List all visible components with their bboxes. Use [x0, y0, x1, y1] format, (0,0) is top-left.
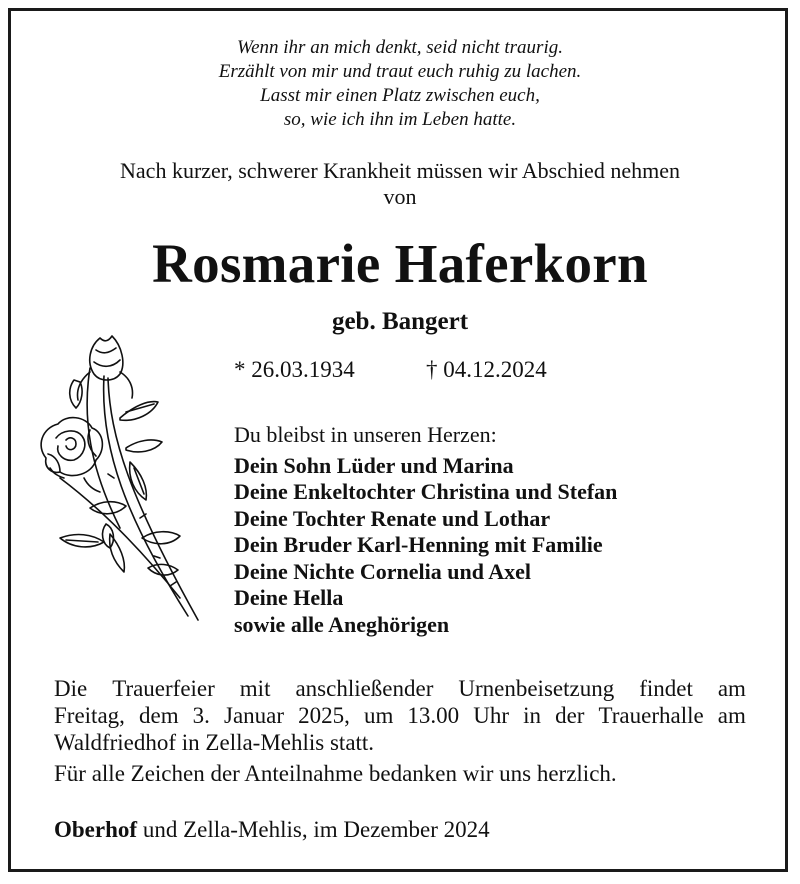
funeral-word: findet: [639, 676, 693, 701]
maiden-name: geb. Bangert: [331, 308, 469, 335]
funeral-word: in: [523, 703, 541, 728]
funeral-line: [54, 675, 746, 702]
funeral-word: anschließender: [295, 676, 434, 701]
funeral-word: am: [717, 703, 746, 728]
funeral-word: um: [363, 703, 394, 728]
birth-date: * 26.03.1934: [234, 357, 355, 382]
poem-line: Wenn ihr an mich denkt, seid nicht traurig.: [237, 37, 563, 58]
mourner-name: Deine Tochter Renate und Lothar: [234, 505, 551, 531]
closing-rest: und Zella-Mehlis, im Dezember 2024: [137, 817, 490, 842]
deceased-name: Rosmarie Haferkorn: [152, 233, 648, 294]
mourner-name: Deine Nichte Cornelia und Axel: [234, 558, 531, 584]
intro-line: Nach kurzer, schwerer Krankheit müssen wir Abschied nehmen: [120, 158, 680, 183]
funeral-word: 2025,: [298, 703, 350, 728]
funeral-word: mit: [239, 676, 271, 701]
mourners-list: [234, 453, 617, 639]
mourner-name: Dein Bruder Karl-Henning mit Familie: [234, 532, 603, 557]
funeral-word: der: [555, 703, 585, 728]
funeral-word: Freitag,: [54, 703, 125, 728]
thanks-text: Für alle Zeichen der Anteilnahme bedanken wir uns herzlich.: [54, 761, 617, 786]
mourners-block: [234, 422, 617, 638]
closing-place: Oberhof: [54, 817, 138, 842]
funeral-word: am: [717, 676, 746, 701]
funeral-word: 3.: [192, 703, 210, 728]
rose-icon: [30, 328, 220, 628]
intro-line: von: [383, 184, 417, 209]
mourner-name: Deine Enkeltochter Christina und Stefan: [234, 479, 618, 504]
poem-line: Erzählt von mir und traut euch ruhig zu lachen.: [218, 61, 582, 82]
mourner-name: Deine Hella: [234, 585, 344, 610]
mourner-name: sowie alle Aneghörigen: [234, 611, 450, 637]
intro-text: [0, 158, 800, 210]
funeral-word: dem: [138, 703, 179, 728]
death-date: † 04.12.2024: [426, 357, 547, 382]
poem: [0, 36, 800, 132]
funeral-line: [54, 702, 746, 729]
funeral-word: Die: [54, 676, 88, 701]
mourners-lead: Du bleibst in unseren Herzen:: [234, 422, 497, 447]
funeral-line: Waldfriedhof in Zella-Mehlis statt.: [54, 730, 375, 755]
poem-line: Lasst mir einen Platz zwischen euch,: [260, 85, 540, 106]
funeral-word: Trauerfeier: [112, 676, 215, 701]
funeral-word: 13.00: [407, 703, 460, 728]
poem-line: so, wie ich ihn im Leben hatte.: [283, 109, 517, 130]
funeral-word: Uhr: [473, 703, 510, 728]
closing-line: [54, 816, 490, 843]
funeral-info: [54, 675, 746, 756]
funeral-word: Januar: [224, 703, 285, 728]
funeral-word: Urnenbeisetzung: [458, 676, 615, 701]
funeral-word: Trauerhalle: [598, 703, 704, 728]
mourner-name: Dein Sohn Lüder und Marina: [234, 452, 514, 478]
